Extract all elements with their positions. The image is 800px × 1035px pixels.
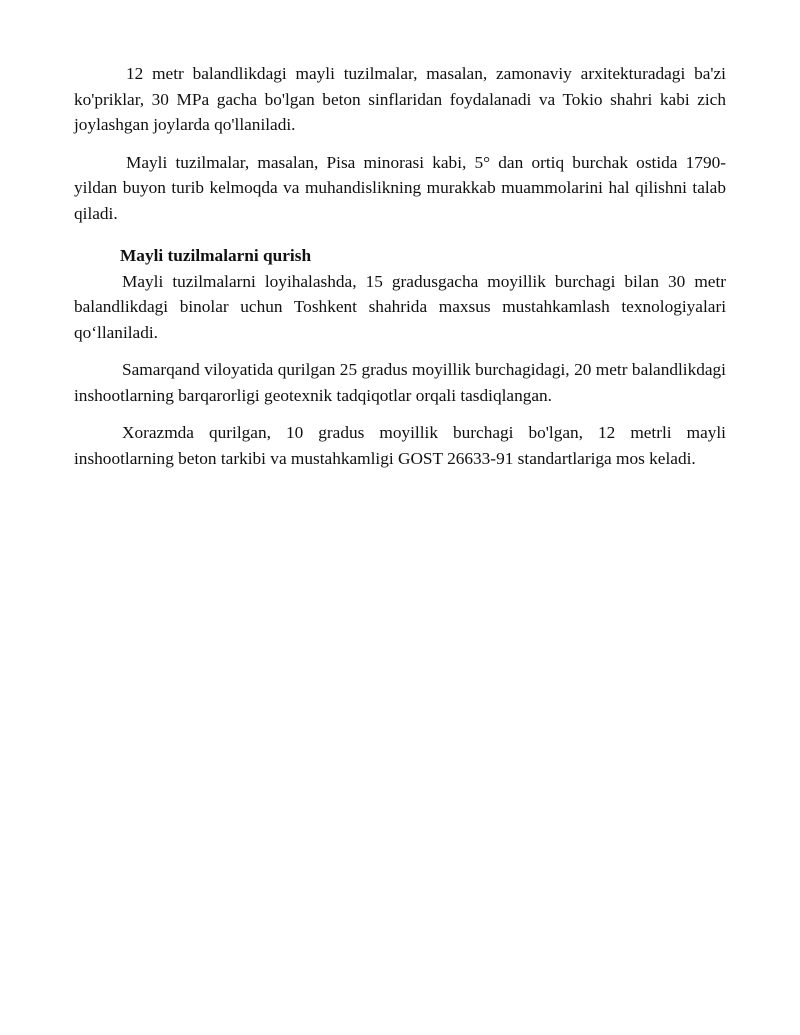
paragraph-spacer	[74, 138, 726, 150]
paragraph-spacer	[74, 408, 726, 420]
document-body	[74, 61, 726, 471]
paragraph-spacer	[74, 345, 726, 357]
paragraph-khorezm: Xorazmda qurilgan, 10 gradus moyillik burchagi bo'lgan, 12 metrli mayli inshootlarning beton tarkibi va mustahkamligi GOST 26633-91 standartlariga mos keladi.	[74, 423, 726, 468]
section-spacer	[74, 226, 726, 243]
section-heading: Mayli tuzilmalarni qurish	[120, 246, 312, 265]
paragraph-samarkand: Samarqand viloyatida qurilgan 25 gradus moyillik burchagidagi, 20 metr balandlikdagi inshootlarning barqarorligi geotexnik tadqiqotlar orqali tasdiqlangan.	[74, 360, 726, 405]
paragraph-tall-structures: 12 metr balandlikdagi mayli tuzilmalar, masalan, zamonaviy arxitekturadagi ba'zi ko'priklar, 30 MPa gacha bo'lgan beton sinflaridan foydalanadi va Tokio shahri kabi zich joylashgan joylarda qo'llaniladi.	[74, 64, 726, 134]
paragraph-tashkent: Mayli tuzilmalarni loyihalashda, 15 gradusgacha moyillik burchagi bilan 30 metr balandlikdagi binolar uchun Toshkent shahrida maxsus mustahkamlash texnologiyalari qo‘llaniladi.	[74, 271, 726, 342]
paragraph-pisa-tower: Mayli tuzilmalar, masalan, Pisa minorasi kabi, 5° dan ortiq burchak ostida 1790-yildan buyon turib kelmoqda va muhandislikning murakkab muammolarini hal qilishni talab qiladi.	[74, 152, 726, 223]
